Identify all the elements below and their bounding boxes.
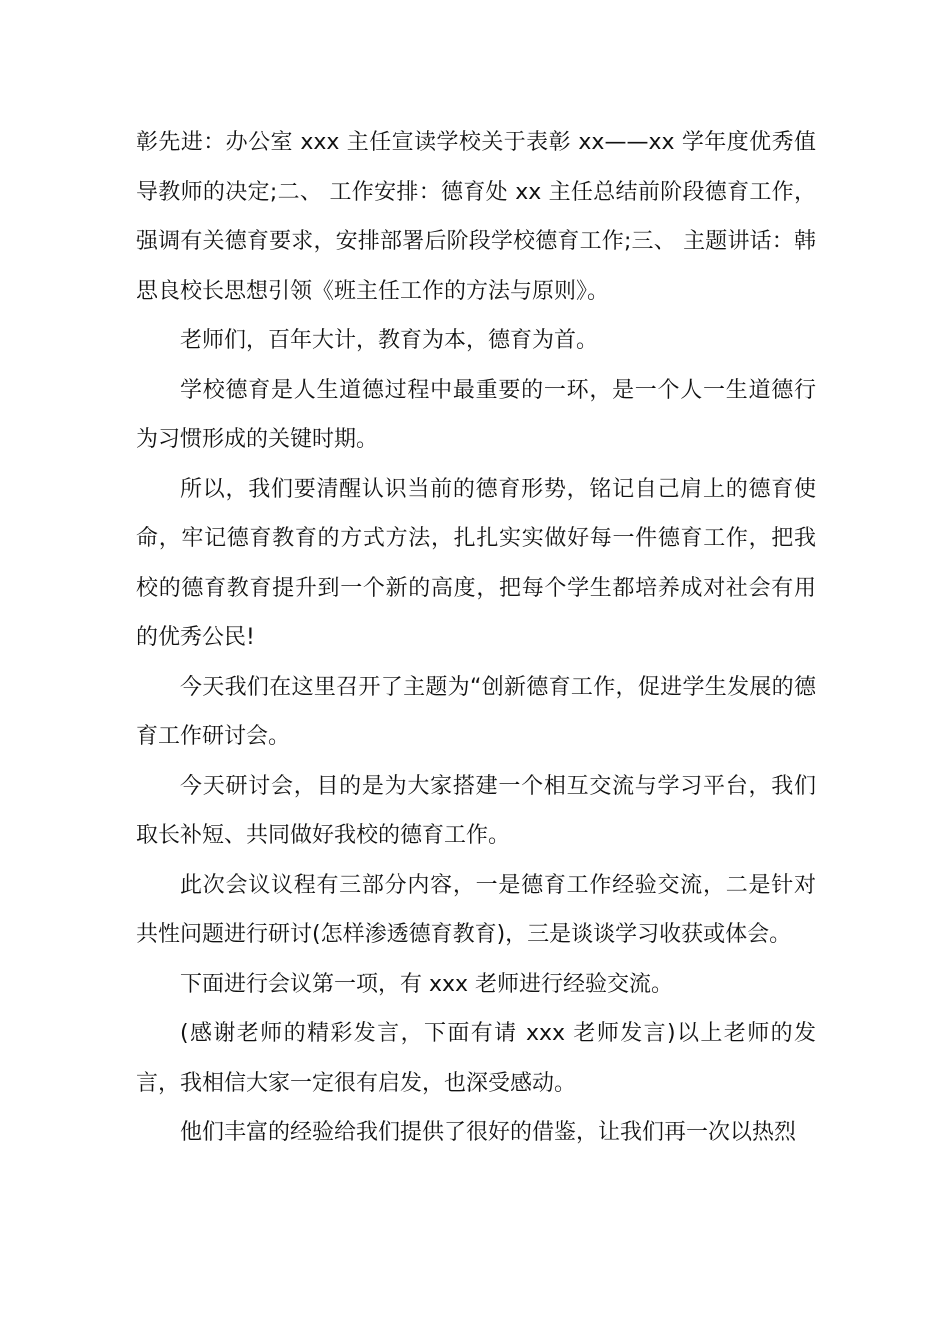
paragraph-6: 今天研讨会，目的是为大家搭建一个相互交流与学习平台，我们取长补短、共同做好我校的德育工作。 bbox=[136, 773, 816, 848]
paragraph-4: 所以，我们要清醒认识当前的德育形势，铭记自己肩上的德育使命，牢记德育教育的方式方法，扎扎实实做好每一件德育工作，把我校的德育教育提升到一个新的高度，把每个学生都培养成对社会有用的优秀公民! bbox=[136, 476, 816, 650]
paragraph-9: (感谢老师的精彩发言，下面有请 xxx 老师发言)以上老师的发言，我相信大家一定很有启发，也深受感动。 bbox=[136, 1021, 816, 1096]
paragraph-10: 他们丰富的经验给我们提供了很好的借鉴，让我们再一次以热烈 bbox=[180, 1120, 797, 1145]
paragraph-2: 老师们，百年大计，教育为本，德育为首。 bbox=[180, 328, 599, 353]
paragraph-1: 彰先进：办公室 xxx 主任宣读学校关于表彰 xx——xx 学年度优秀值导教师的决定;二、 工作安排：德育处 xx 主任总结前阶段德育工作，强调有关德育要求，安排部署后阶段学校德育工作;三、 主题讲话：韩思良校长思想引领《班主任工作的方法与原则》。 bbox=[136, 130, 816, 304]
paragraph-5: 今天我们在这里召开了主题为“创新德育工作，促进学生发展的德育工作研讨会。 bbox=[136, 674, 816, 749]
paragraph-3: 学校德育是人生道德过程中最重要的一环，是一个人一生道德行为习惯形成的关键时期。 bbox=[136, 377, 816, 452]
paragraph-7: 此次会议议程有三部分内容，一是德育工作经验交流，二是针对共性问题进行研讨(怎样渗透德育教育)，三是谈谈学习收获或体会。 bbox=[136, 872, 816, 947]
document-body bbox=[136, 118, 816, 1158]
paragraph-8: 下面进行会议第一项，有 xxx 老师进行经验交流。 bbox=[180, 971, 674, 997]
